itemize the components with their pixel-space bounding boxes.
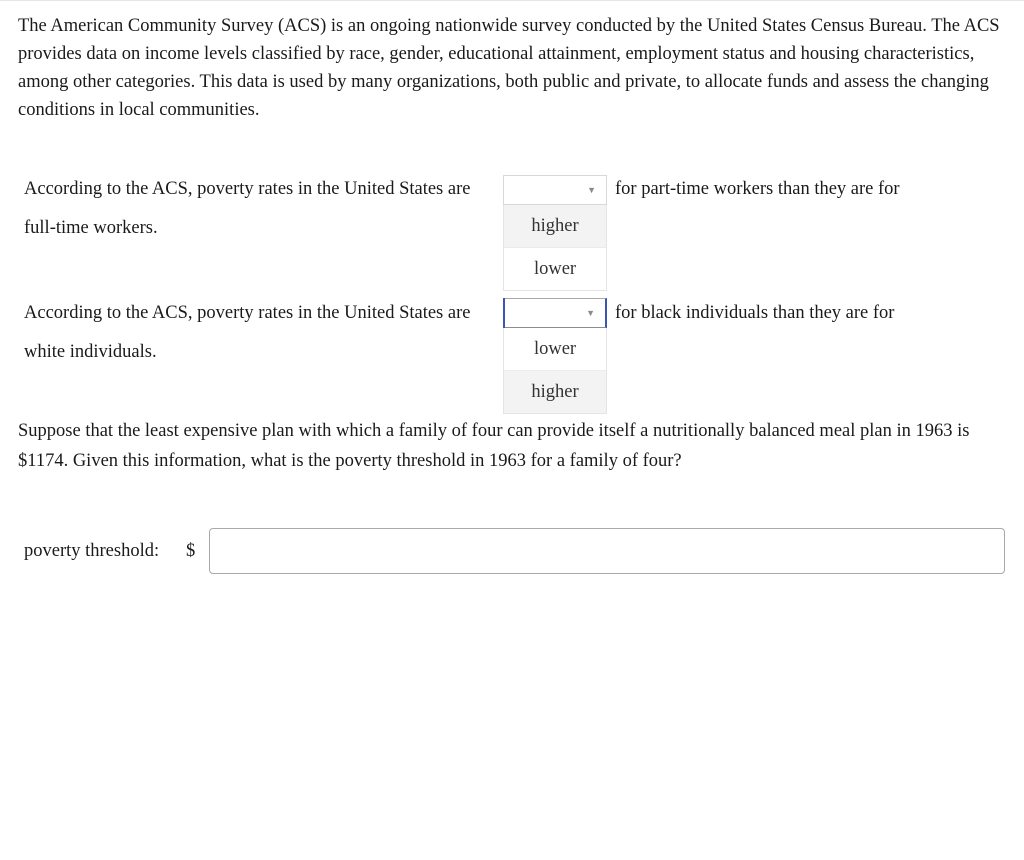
q2-select[interactable]: [503, 298, 607, 328]
q2-option-higher[interactable]: higher: [504, 370, 606, 413]
q1-select[interactable]: [503, 175, 607, 205]
q1-option-higher[interactable]: higher: [504, 205, 606, 247]
q2-text-after: for black individuals than they are for: [615, 303, 895, 323]
top-divider: [0, 0, 1024, 1]
chevron-down-icon: ▼: [586, 308, 595, 318]
q2-options-list: [503, 328, 607, 414]
q1-text-before: According to the ACS, poverty rates in the United States are: [24, 179, 471, 199]
q3-question-text: Suppose that the least expensive plan with which a family of four can provide itself a nutritionally balanced meal plan in 1963 is $1174. Given this information, what is the poverty threshold in 1963 for a family of four?: [18, 421, 970, 471]
q2-text-before: According to the ACS, poverty rates in the United States are: [24, 303, 471, 323]
chevron-down-icon: ▼: [587, 185, 596, 195]
intro-paragraph: The American Community Survey (ACS) is an ongoing nationwide survey conducted by the United States Census Bureau. The ACS provides data on income levels classified by race, gender, educational attainment, employment status and housing characteristics, among other categories. This data is used by many organizations, both public and private, to allocate funds and assess the changing conditions in local communities.: [18, 16, 1000, 120]
poverty-threshold-input[interactable]: [209, 528, 1005, 574]
currency-symbol: $: [186, 541, 196, 561]
q2-text-continuation: white individuals.: [24, 342, 157, 362]
poverty-threshold-label: poverty threshold:: [24, 541, 160, 561]
q1-dropdown[interactable]: [503, 175, 607, 291]
q1-text-after: for part-time workers than they are for: [615, 179, 900, 199]
q1-text-continuation: full-time workers.: [24, 218, 158, 238]
q1-option-lower[interactable]: lower: [504, 247, 606, 290]
q2-option-lower[interactable]: lower: [533, 339, 577, 359]
q1-options-list: [503, 205, 607, 291]
q2-dropdown[interactable]: [503, 298, 607, 414]
